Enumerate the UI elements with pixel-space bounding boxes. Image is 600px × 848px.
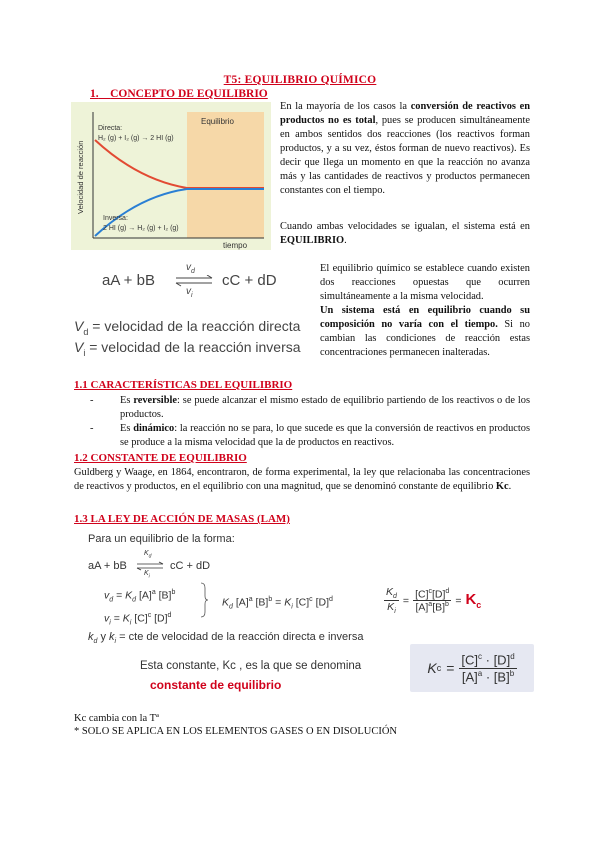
kd-over-ki <box>384 586 399 615</box>
reaction-equation <box>102 262 282 298</box>
ratio-kd-sub: d <box>393 593 397 601</box>
rate-laws <box>104 585 175 630</box>
box-kc-k: K <box>427 660 437 676</box>
lam-k-top <box>144 550 151 559</box>
lam-reaction-left: aA + bB <box>88 560 127 572</box>
application-note: * SOLO SE APLICA EN LOS ELEMENTOS GASES O EN DISOLUCIÓN <box>74 726 397 737</box>
lam-k-bot-symbol: K <box>144 570 149 577</box>
reaction-right: cC + dD <box>222 272 277 289</box>
eq-kd: K <box>222 596 230 609</box>
kd-symbol: K <box>125 589 133 602</box>
equilibrium-text-bold: EQUILIBRIO <box>280 235 345 246</box>
b2-bold: dinámico <box>133 423 175 434</box>
section-1-title: CONCEPTO DE EQUILIBRIO <box>110 88 268 100</box>
vd-rate-sub: d <box>109 596 114 604</box>
kd-sub: d <box>132 596 137 604</box>
list-item <box>90 422 530 450</box>
vd-rate-law: $v_d = K_d$ $[A]^a$ $[B]^b$ <box>104 589 176 604</box>
kc-bold: Kc <box>495 481 509 492</box>
vi-rate-law: $v_i = K_i$ $[C]^c$ $[D]^d$ <box>104 611 172 627</box>
reaction-rate-top <box>186 262 195 275</box>
b1-bold: reversible <box>133 395 177 406</box>
kc-red-sub: c <box>476 600 482 611</box>
rate-bottom-symbol: v <box>186 286 191 297</box>
characteristics-list <box>90 394 530 450</box>
equilibrium-paragraph <box>280 220 530 248</box>
guldberg-paragraph <box>74 466 530 494</box>
box-fraction: $\frac{[C]^c \cdot [D]^d}{[A]^a \cdot [B]^b}$ <box>461 652 515 684</box>
intro-text-b: , pues se producen simultáneamente en ambos sentidos dos reacciones (los reactivos forman productos, y a su vez, éstos forman de nuevo reactivos). Es decir que llega un momento en que la reacción no avanza más y las cantidades de reactivos y productos permanecen constantes con el tiempo. <box>280 115 530 196</box>
vd-symbol: V <box>74 318 84 334</box>
rate-top-sub: d <box>191 268 195 275</box>
b2-rest: : la reacción no se para, lo que sucede es que la conversión de reactivos en productos se produce a la misma velocidad que la de productos en reactivos. <box>120 423 530 448</box>
lam-reaction-right: cC + dD <box>170 560 211 572</box>
ratio-ki: K <box>387 601 395 614</box>
page-title: T5: EQUILIBRIO QUÍMICO <box>223 74 377 86</box>
intro-text-bold: conversión de reactivos en productos no es total <box>280 101 530 126</box>
equilibrium-text-a: Cuando ambas velocidades se igualan, el sistema está en <box>280 221 530 232</box>
kc-name-red: constante de equilibrio <box>150 678 282 692</box>
composition-rest: Si no cambian las condiciones de reacción estas concentraciones permanecen inalteradas. <box>320 319 530 358</box>
equilibrium-definition <box>320 262 530 360</box>
ratio-ki-sub: i <box>394 608 396 616</box>
intro-text-a: En la mayoría de los casos la <box>280 101 411 112</box>
lam-k-top-symbol: K <box>144 550 149 557</box>
composition-bold: Un sistema está en equilibrio cuando su composición no varía con el tiempo. <box>320 305 530 330</box>
section-1-3-heading: 1.3 LA LEY DE ACCIÓN DE MASAS (LAM) <box>74 513 290 525</box>
section-1-number: 1. <box>90 88 99 100</box>
b1-pre: Es <box>120 395 134 406</box>
kc-red-symbol <box>465 591 481 610</box>
vi-text: = velocidad de la reacción inversa <box>85 339 301 355</box>
intro-paragraph <box>280 100 530 198</box>
equilibrium-region <box>187 112 264 238</box>
double-arrow-icon <box>174 275 214 287</box>
concentration-ratio: $\frac{[C]^c[D]^d}{[A]^a[B]^b}$ <box>415 587 450 614</box>
eq-kd-sub: d <box>229 603 233 611</box>
graph-direct-eq: H₂ (g) + I₂ (g) → 2 HI (g) <box>98 135 174 142</box>
eq-ki-sub: i <box>291 603 293 611</box>
equilibrium-definition-text: El equilibrio químico se establece cuando existen dos reacciones opuestas que ocurren simultáneamente a la misma velocidad. <box>320 263 530 302</box>
ratio-kd: K <box>386 586 394 598</box>
kc-ratio: $\frac{K_d}{K_i}$ = $\frac{[C]^c[D]^d}{[A]^a[B]^b}$ = $K_c$ <box>386 586 482 616</box>
brace-icon <box>199 582 209 618</box>
section-1-1-heading: 1.1 CARACTERÍSTICAS DEL EQUILIBRIO <box>74 379 293 391</box>
vi-symbol: V <box>74 339 84 355</box>
rate-bottom-sub: i <box>191 292 193 299</box>
equality-expression: $K_d$ $[A]^a$ $[B]^b = K_i$ $[C]^c$ $[D]^d$ <box>222 596 333 611</box>
graph-inverse-label: Inversa: <box>103 215 128 222</box>
kc-red-k: K <box>465 591 477 609</box>
vd-rate-symbol: v <box>104 589 110 602</box>
lam-k-top-sub: d <box>148 553 152 560</box>
vi-rate-sub: i <box>109 619 111 627</box>
graph-region-label: Equilibrio <box>201 117 234 126</box>
kd-lower: k <box>88 631 94 643</box>
reaction-rate-bottom <box>186 286 193 299</box>
reaction-left: aA + bB <box>102 272 155 289</box>
guldberg-text: Guldberg y Waage, en 1864, encontraron, de forma experimental, la ley que relacionaba las concentraciones de reactivos y productos, en el equilibrio con una magnitud, que se denominó constante de equilibrio <box>74 467 530 492</box>
ki-lower: k <box>109 631 115 643</box>
b2-pre: Es <box>120 423 134 434</box>
graph-xlabel: tiempo <box>223 241 248 250</box>
vd-definition <box>74 318 300 337</box>
equilibrium-graph <box>71 102 271 250</box>
kc-statement: Esta constante, Kc , es la que se denomina <box>140 660 362 672</box>
double-arrow-icon <box>136 561 164 571</box>
lam-k-bot-sub: i <box>148 573 150 580</box>
eq-ki: K <box>284 596 292 609</box>
section-1-2-heading: 1.2 CONSTANTE DE EQUILIBRIO <box>74 452 247 464</box>
graph-ylabel: Velocidad de reacción <box>76 140 85 214</box>
b1-rest: : se puede alcanzar el mismo estado de equilibrio partiendo de los reactivos o de los productos. <box>120 395 530 420</box>
equilibrium-text-end: . <box>344 235 347 246</box>
ki-lower-sub: i <box>114 638 117 646</box>
vd-sub: d <box>83 326 89 337</box>
kc-temperature-note: Kc cambia con la Tª <box>74 713 159 724</box>
graph-inverse-eq: 2 HI (g) → H₂ (g) + I₂ (g) <box>103 225 179 232</box>
rate-constant-description: $k_d$ y $k_i$ = cte de velocidad de la reacción directa e inversa <box>88 631 364 646</box>
ki-symbol: K <box>122 612 130 625</box>
graph-direct-label: Directa: <box>98 125 123 132</box>
lam-k-bottom <box>144 570 150 579</box>
guldberg-end: . <box>508 481 512 492</box>
lam-reaction <box>88 552 228 580</box>
list-item <box>90 394 530 422</box>
box-kc-sub: c <box>436 663 442 673</box>
rate-top-symbol: v <box>186 262 191 273</box>
vi-definition <box>74 339 301 358</box>
equilibrium-graph-svg <box>71 102 271 250</box>
kd-lower-sub: d <box>93 638 98 646</box>
ki-sub: i <box>129 619 132 627</box>
vi-sub: i <box>83 347 86 358</box>
vd-text: = velocidad de la reacción directa <box>88 318 301 334</box>
lam-intro: Para un equilibrio de la forma: <box>88 533 235 545</box>
vi-rate-symbol: v <box>104 612 110 625</box>
rate-constant-text: = cte de velocidad de la reacción directa e inversa <box>119 631 364 643</box>
section-1-heading <box>90 88 268 100</box>
kc-formula-box: K c = $\frac{[C]^c \cdot [D]^d}{[A]^a \cdot [B]^b}$ <box>410 644 534 692</box>
